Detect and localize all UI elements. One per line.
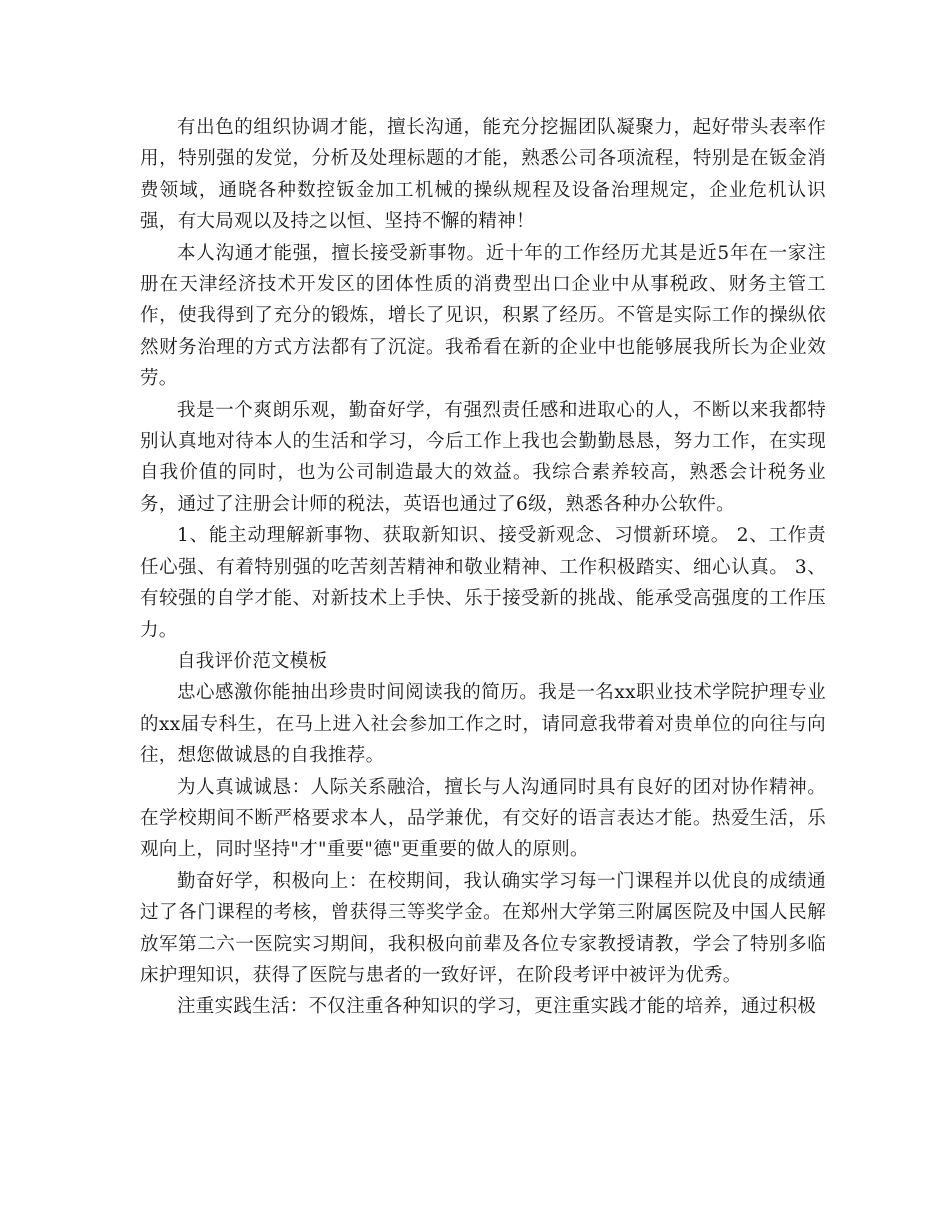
document-page	[140, 112, 826, 1023]
paragraph-practice: 注重实践生活：不仅注重各种知识的学习，更注重实践才能的培养，通过积极	[177, 996, 817, 1018]
paragraph-organization-skills: 有出色的组织协调才能，擅长沟通，能充分挖掘团队凝聚力，起好带头表率作用，特别强的发觉，分析及处理标题的才能，熟悉公司各项流程，特别是在钣金消费领域，通晓各种数控钣金加工机械的操纵规程及设备治理规定，企业危机认识强，有大局观以及持之以恒、坚持不懈的精神！	[140, 117, 826, 233]
section-heading: 自我评价范文模板	[177, 650, 328, 672]
paragraph-diligence: 勤奋好学，积极向上：在校期间，我认确实学习每一门课程并以优良的成绩通过了各门课程的考核，曾获得三等奖学金。在郑州大学第三附属医院及中国人民解放军第二六一医院实习期间，我积极向前辈及各位专家教授请教，学会了特别多临床护理知识，获得了医院与患者的一致好评，在阶段考评中被评为优秀。	[140, 870, 826, 986]
paragraph-communication-experience: 本人沟通才能强，擅长接受新事物。近十年的工作经历尤其是近5年在一家注册在天津经济技术开发区的团体性质的消费型出口企业中从事税政、财务主管工作，使我得到了充分的锻炼，增长了见识，积累了经历。不管是实际工作的操纵依然财务治理的方式方法都有了沉淀。我希看在新的企业中也能够展我所长为企业效劳。	[140, 242, 826, 390]
paragraph-strengths-list: 1、能主动理解新事物、获取新知识、接受新观念、习惯新环境。 2、工作责任心强、有着特别强的吃苦刻苦精神和敬业精神、工作积极踏实、细心认真。 3、有较强的自学才能、对新技术上手快、乐于接受新的挑战、能承受高强度的工作压力。	[140, 525, 826, 641]
paragraph-integrity: 为人真诚诚恳：人际关系融洽，擅长与人沟通同时具有良好的团对协作精神。在学校期间不断严格要求本人，品学兼优，有交好的语言表达才能。热爱生活，乐观向上，同时坚持"才"重要"德"更重要的做人的原则。	[140, 776, 826, 861]
paragraph-introduction: 忠心感激你能抽出珍贵时间阅读我的简历。我是一名xx职业技术学院护理专业的xx届专科生，在马上进入社会参加工作之时，请同意我带着对贵单位的向往与向往，想您做诚恳的自我推荐。	[140, 682, 826, 767]
paragraph-personality: 我是一个爽朗乐观，勤奋好学，有强烈责任感和进取心的人，不断以来我都特别认真地对待本人的生活和学习，今后工作上我也会勤勤恳恳，努力工作，在实现自我价值的同时，也为公司制造最大的效益。我综合素养较高，熟悉会计税务业务，通过了注册会计师的税法，英语也通过了6级，熟悉各种办公软件。	[140, 399, 826, 515]
